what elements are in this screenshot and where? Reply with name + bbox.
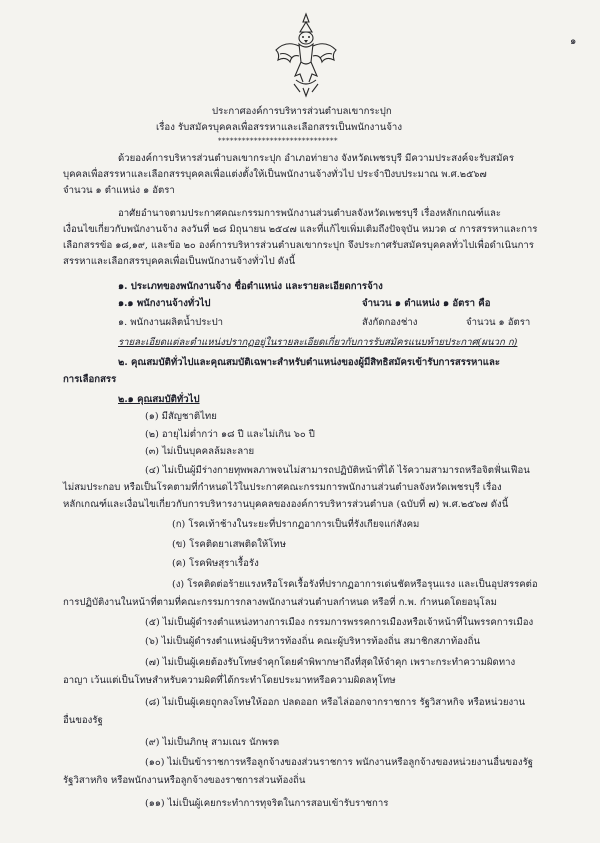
intro-line: บุคคลเพื่อสรรหาและเลือกสรรบุคคลเพื่อแต่งตั้งให้เป็นพนักงานจ้างทั่วไป ประจำปีงบประมาณ พ.ศ.๒๕๖๗ <box>63 169 487 180</box>
authority-line: เงื่อนไขเกี่ยวกับพนักงานจ้าง ลงวันที่ ๒๘ มิถุนายน ๒๕๔๗ และที่แก้ไขเพิ่มเติมถึงปัจจุบัน หมวด ๔ การสรรหาและการ <box>63 224 538 235</box>
disease-item-cont: การปฏิบัติงานในหน้าที่ตามที่คณะกรรมการกลางพนักงานส่วนตำบลกำหนด หรือที่ ก.พ. กำหนดโดยอนุโลม <box>63 597 497 608</box>
disease-item: (ข) โรคติดยาเสพติดให้โทษ <box>172 539 287 550</box>
header-title: ประกาศองค์การบริหารส่วนตำบลเขากระปุก <box>212 106 392 117</box>
qualification-item: (๙) ไม่เป็นภิกษุ สามเณร นักพรต <box>145 737 280 748</box>
authority-line: อาศัยอำนาจตามประกาศคณะกรรมการพนักงานส่วนตำบลจังหวัดเพชรบุรี เรื่องหลักเกณฑ์และ <box>118 208 502 219</box>
qualification-item: (๕) ไม่เป็นผู้ดำรงตำแหน่งทางการเมือง กรรมการพรรคการเมืองหรือเจ้าหน้าที่ในพรรคการเมือง <box>145 617 534 628</box>
qualification-item-cont: อื่นของรัฐ <box>63 715 103 726</box>
qualification-item: (๒) อายุไม่ต่ำกว่า ๑๘ ปี และไม่เกิน ๖๐ ปี <box>145 429 315 440</box>
section2-subtitle: ๒.๑ คุณสมบัติทั่วไป <box>118 394 200 405</box>
garuda-emblem-icon <box>270 10 342 100</box>
section1-subtitle: ๑.๑ พนักงานจ้างทั่วไป <box>118 298 211 309</box>
qualification-item: (๔) ไม่เป็นผู้มีร่างกายทุพพลภาพจนไม่สามารถปฏิบัติหน้าที่ได้ ไร้ความสามารถหรือจิตฟั่นเฟือน <box>145 465 530 476</box>
qualification-item-cont: อาญา เว้นแต่เป็นโทษสำหรับความผิดที่ได้กระทำโดยประมาทหรือความผิดลหุโทษ <box>63 675 396 686</box>
disease-item: (ง) โรคติดต่อร้ายแรงหรือโรคเรื้อรังที่ปรากฏอาการเด่นชัดหรือรุนแรง และเป็นอุปสรรคต่อ <box>172 579 538 590</box>
qualification-item-cont: รัฐวิสาหกิจ หรือพนักงานหรือลูกจ้างของราชการส่วนท้องถิ่น <box>63 775 306 786</box>
authority-line: เลือกสรรข้อ ๑๘,๑๙, และข้อ ๒๐ องค์การบริหารส่วนตำบลเขากระปุก จึงประกาศรับสมัครบุคคลทั่วไปเพื่อดำเนินการ <box>63 240 534 251</box>
qualification-item-cont: หลักเกณฑ์และเงื่อนไขเกี่ยวกับการบริหารงานบุคคลขององค์การบริหารส่วนตำบล (ฉบับที่ ๗) พ.ศ.๒๕๖๗ ดังนี้ <box>63 499 509 510</box>
section1-title: ๑. ประเภทของพนักงานจ้าง ชื่อตำแหน่ง และรายละเอียดการจ้าง <box>118 281 383 292</box>
position-department: สังกัดกองช่าง <box>362 317 418 328</box>
disease-item: (ก) โรคเท้าช้างในระยะที่ปรากฏอาการเป็นที่รังเกียจแก่สังคม <box>172 519 420 530</box>
qualification-item: (๗) ไม่เป็นผู้เคยต้องรับโทษจำคุกโดยคำพิพากษาถึงที่สุดให้จำคุก เพราะกระทำความผิดทาง <box>145 657 516 668</box>
section2-title-cont: การเลือกสรร <box>63 374 117 385</box>
section1-count: จำนวน ๑ ตำแหน่ง ๑ อัตรา คือ <box>362 298 491 309</box>
qualification-item-cont: ไม่สมประกอบ หรือเป็นโรคตามที่กำหนดไว้ในประกาศคณะกรรมการพนักงานส่วนตำบลจังหวัดเพชรบุรี เรื่อง <box>63 482 502 493</box>
intro-line: จำนวน ๑ ตำแหน่ง ๑ อัตรา <box>63 185 175 196</box>
position-details-note: รายละเอียดแต่ละตำแหน่งปรากฏอยู่ในรายละเอียดเกี่ยวกับการรับสมัครแนบท้ายประกาศ(ผนวก ก) <box>118 337 518 348</box>
qualification-item: (๘) ไม่เป็นผู้เคยถูกลงโทษให้ออก ปลดออก หรือไล่ออกจากราชการ รัฐวิสาหกิจ หรือหน่วยงาน <box>145 697 526 708</box>
qualification-item: (๑) มีสัญชาติไทย <box>145 411 217 422</box>
intro-line: ด้วยองค์การบริหารส่วนตำบลเขากระปุก อำเภอท่ายาง จังหวัดเพชรบุรี มีความประสงค์จะรับสมัคร <box>118 153 514 164</box>
disease-item: (ค) โรคพิษสุราเรื้อรัง <box>172 558 259 569</box>
header-separator: ****************************** <box>218 137 338 145</box>
qualification-item: (๓) ไม่เป็นบุคคลล้มละลาย <box>145 446 255 457</box>
authority-line: สรรหาและเลือกสรรบุคคลเพื่อเป็นพนักงานจ้างทั่วไป ดังนี้ <box>63 256 296 267</box>
qualification-item: (๑๑) ไม่เป็นผู้เคยกระทำการทุจริตในการสอบเข้ารับราชการ <box>145 798 389 809</box>
position-name: ๑. พนักงานผลิตน้ำประปา <box>118 317 224 328</box>
qualification-item: (๑๐) ไม่เป็นข้าราชการหรือลูกจ้างของส่วนราชการ พนักงานหรือลูกจ้างของหน่วยงานอื่นของรัฐ <box>145 757 534 768</box>
page-number: ๑ <box>570 36 577 47</box>
header-subject: เรื่อง รับสมัครบุคคลเพื่อสรรหาและเลือกสรรเป็นพนักงานจ้าง <box>156 122 403 133</box>
qualification-item: (๖) ไม่เป็นผู้ดำรงตำแหน่งผู้บริหารท้องถิ่น คณะผู้บริหารท้องถิ่น สมาชิกสภาท้องถิ่น <box>145 636 481 647</box>
section2-title: ๒. คุณสมบัติทั่วไปและคุณสมบัติเฉพาะสำหรับตำแหน่งของผู้มีสิทธิสมัครเข้ารับการสรรหาและ <box>118 357 500 368</box>
position-count: จำนวน ๑ อัตรา <box>466 317 531 328</box>
